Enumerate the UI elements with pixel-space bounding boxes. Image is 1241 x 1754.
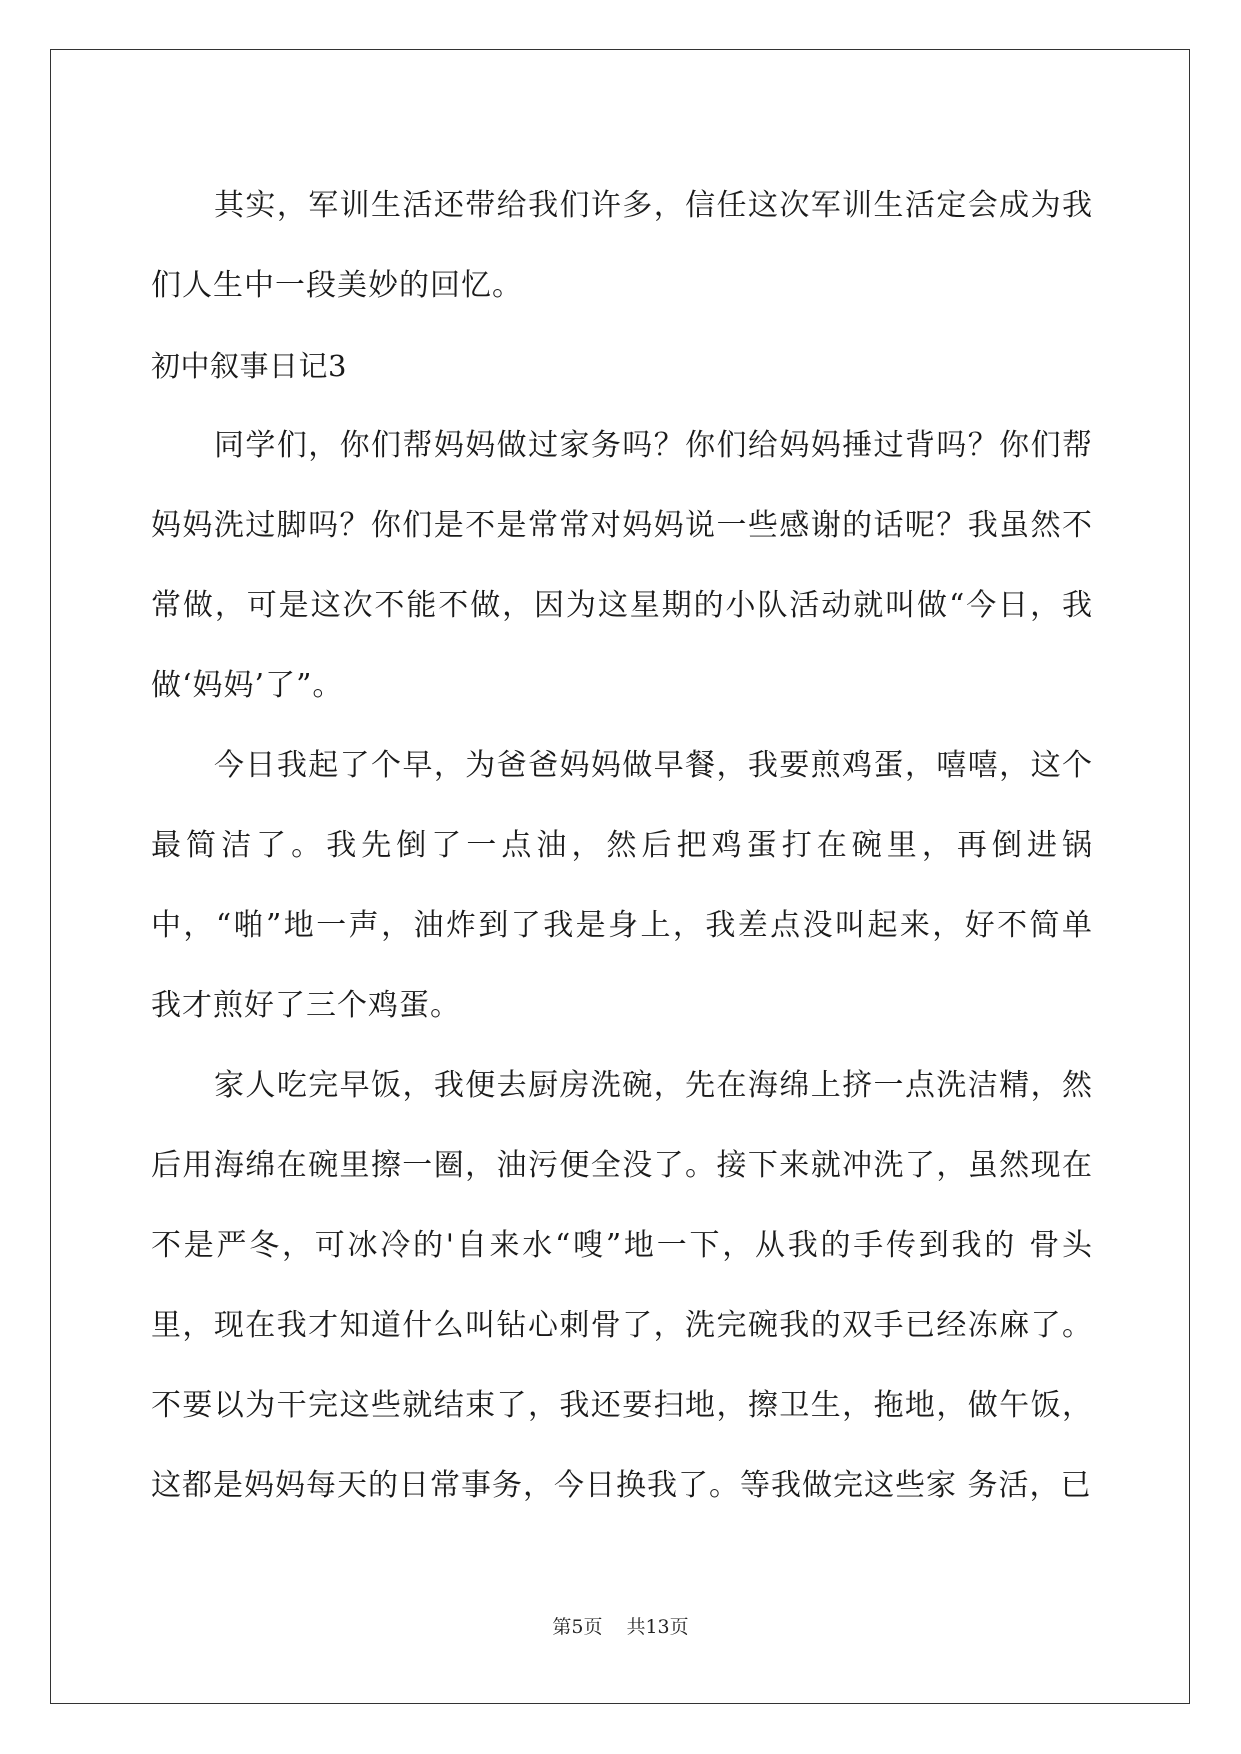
- page-total: 共13页: [626, 1616, 689, 1638]
- page-footer: [0, 1612, 1241, 1639]
- paragraph-washing-dishes: 家人吃完早饭，我便去厨房洗碗，先在海绵上挤一点洗洁精，然后用海绵在碗里擦一圈，油污便全没了。接下来就冲洗了，虽然现在不是严冬，可冰冷的'自来水“嗖”地一下，从我的手传到我的 骨头里，现在我才知道什么叫钻心刺骨了，洗完碗我的双手已经冻麻了。不要以为干完这些就结束了，我还要扫地，擦卫生，拖地，做午饭，这都是妈妈每天的日常事务，今日换我了。等我做完这些家 务活，已: [151, 1068, 1093, 1503]
- section-heading: 初中叙事日记3: [151, 349, 347, 383]
- document-body: [151, 166, 1093, 1526]
- paragraph-frying-eggs: 今日我起了个早，为爸爸妈妈做早餐，我要煎鸡蛋，嘻嘻，这个最简洁了。我先倒了一点油，然后把鸡蛋打在碗里，再倒进锅中，“啪”地一声，油炸到了我是身上，我差点没叫起来，好不简单 我才煎好了三个鸡蛋。: [151, 748, 1093, 1023]
- paragraph-housework-intro: 同学们，你们帮妈妈做过家务吗？你们给妈妈捶过背吗？你们帮妈妈洗过脚吗？你们是不是常常对妈妈说一些感谢的话呢？我虽然不常做，可是这次不能不做，因为这星期的小队活动就叫做“今日，我做‘妈妈’了”。: [151, 428, 1093, 703]
- page-number: 第5页: [552, 1616, 603, 1638]
- paragraph-military-training-ending: 其实，军训生活还带给我们许多，信任这次军训生活定会成为我们人生中一段美妙的回忆。: [151, 188, 1093, 303]
